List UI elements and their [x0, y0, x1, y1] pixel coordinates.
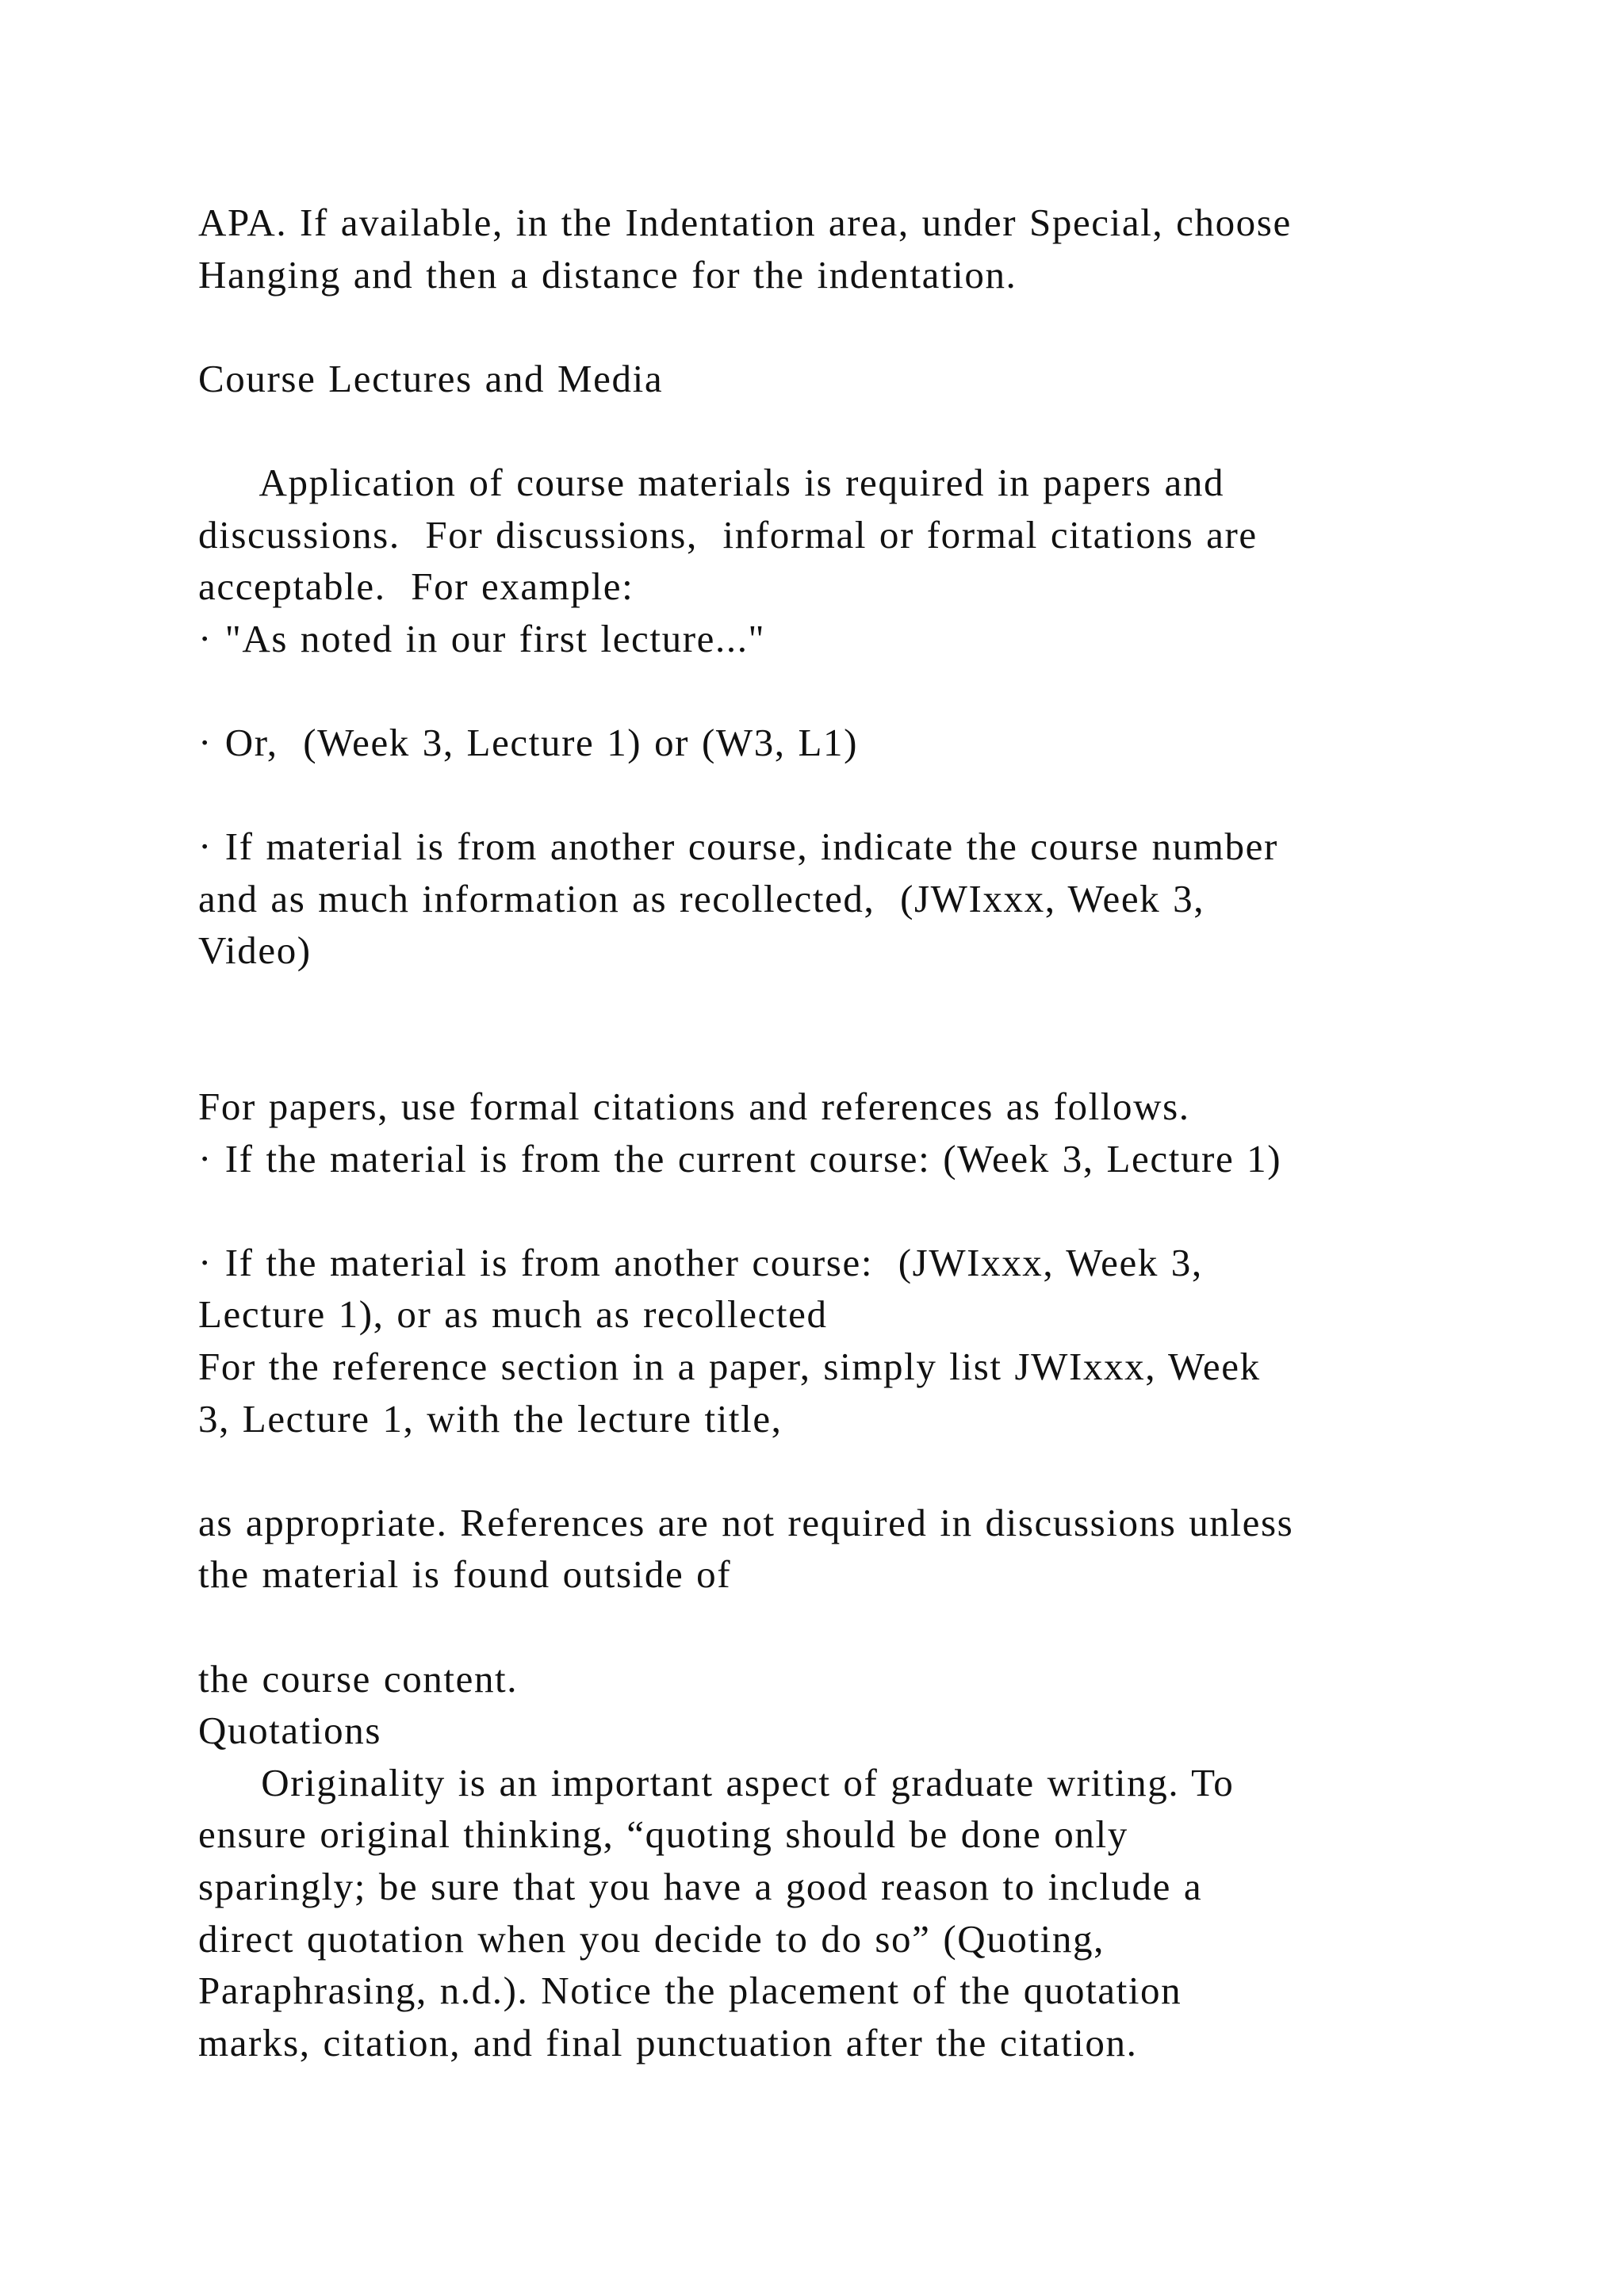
blank-line	[198, 1445, 1499, 1497]
text-line: and as much information as recollected, (JWIxxx, Week 3,	[198, 876, 1205, 920]
blank-line	[198, 664, 1499, 717]
text-line: For the reference section in a paper, simply list JWIxxx, Week	[198, 1345, 1261, 1389]
text-line: the material is found outside of	[198, 1552, 732, 1597]
section-heading-quotations: Quotations	[198, 1709, 382, 1753]
text-line: ensure original thinking, “quoting should be done only	[198, 1812, 1128, 1857]
blank-line	[198, 1184, 1499, 1237]
text-line: direct quotation when you decide to do so” (Quoting,	[198, 1916, 1105, 1961]
bullet-item: · If the material is from the current course: (Week 3, Lecture 1)	[198, 1136, 1282, 1181]
text-line: Originality is an important aspect of graduate writing. To	[198, 1760, 1235, 1804]
section-heading-course-lectures: Course Lectures and Media	[198, 356, 664, 400]
text-line: Application of course materials is required in papers and	[198, 460, 1225, 504]
blank-line	[198, 1601, 1499, 1653]
text-line: Lecture 1), or as much as recollected	[198, 1292, 828, 1337]
text-line: the course content.	[198, 1656, 519, 1701]
text-line: marks, citation, and final punctuation after the citation.	[198, 2020, 1138, 2064]
bullet-item: · Or, (Week 3, Lecture 1) or (W3, L1)	[198, 720, 859, 764]
text-line: sparingly; be sure that you have a good reason to include a	[198, 1865, 1203, 1908]
text-line: For papers, use formal citations and references as follows.	[198, 1085, 1190, 1129]
text-line: Video)	[198, 928, 312, 973]
bullet-item: · If material is from another course, indicate the course number	[198, 825, 1278, 869]
blank-line	[198, 769, 1499, 821]
text-line: acceptable. For example:	[198, 564, 634, 609]
blank-line	[198, 977, 1499, 1029]
bullet-item: · If the material is from another course: (JWIxxx, Week 3,	[198, 1240, 1203, 1284]
text-line: APA. If available, in the Indentation area, under Special, choose	[198, 201, 1292, 244]
text-line: as appropriate. References are not required in discussions unless	[198, 1500, 1294, 1544]
text-line: Hanging and then a distance for the indentation.	[198, 252, 1017, 297]
text-line: discussions. For discussions, informal or formal citations are	[198, 512, 1258, 557]
text-line: Paraphrasing, n.d.). Notice the placement of the quotation	[198, 1969, 1182, 2013]
blank-line	[198, 300, 1499, 353]
bullet-item: · "As noted in our first lecture..."	[198, 616, 766, 660]
blank-line	[198, 404, 1499, 457]
blank-line	[198, 1029, 1499, 1081]
text-line: 3, Lecture 1, with the lecture title,	[198, 1396, 783, 1441]
document-body	[198, 197, 1499, 2068]
